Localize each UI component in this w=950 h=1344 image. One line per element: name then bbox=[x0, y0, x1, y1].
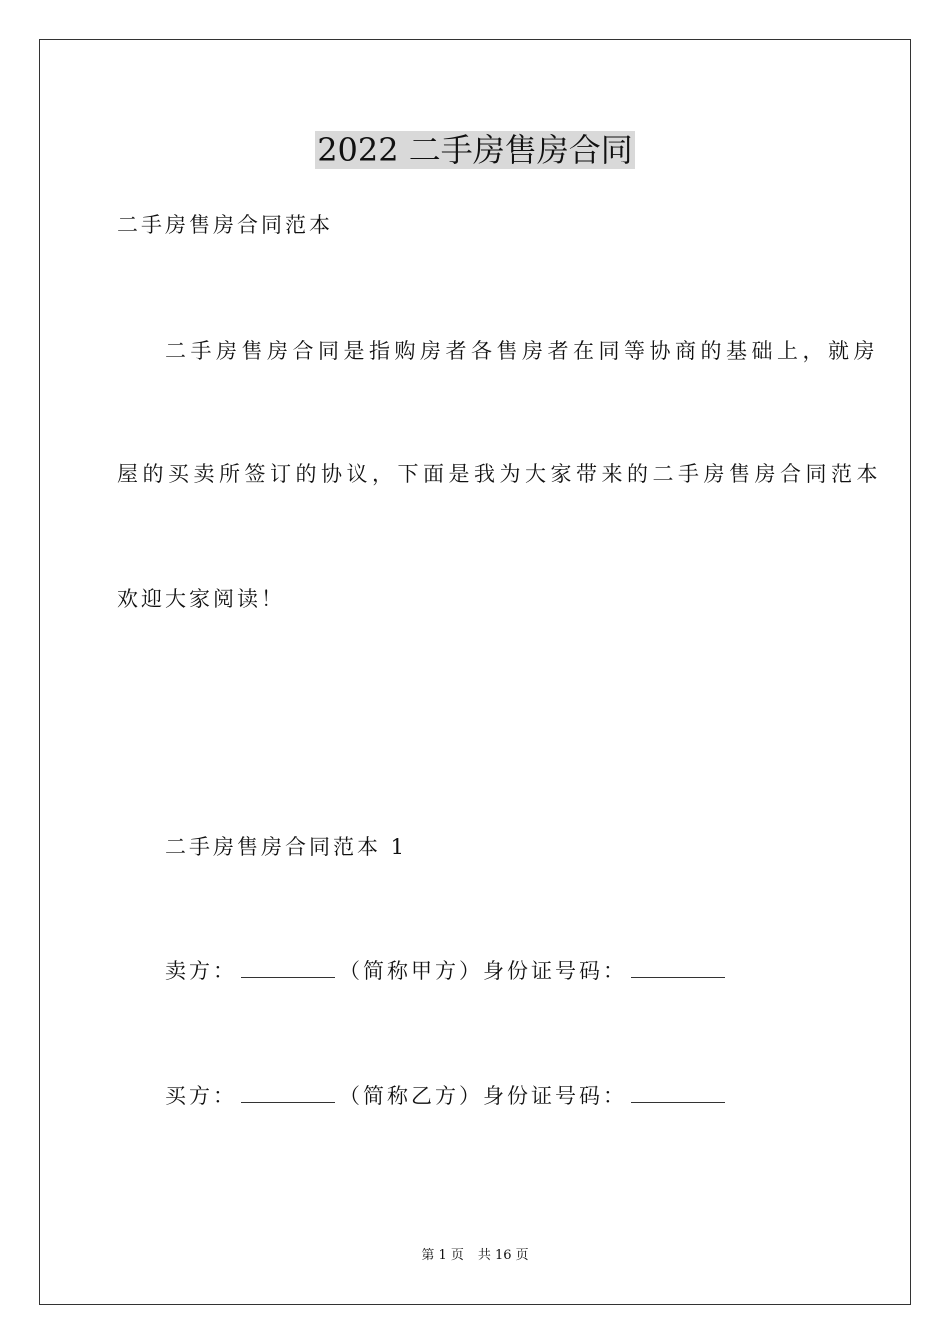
seller-line bbox=[165, 956, 729, 986]
intro-paragraph-line-3: 欢迎大家阅读！ bbox=[117, 587, 285, 611]
seller-name-blank bbox=[241, 957, 335, 978]
page-number: 第 1 页 bbox=[421, 1248, 464, 1263]
document-title-text: 2022 二手房售房合同 bbox=[317, 131, 633, 169]
buyer-name-blank bbox=[241, 1082, 335, 1103]
page-total: 共 16 页 bbox=[477, 1248, 529, 1263]
document-subtitle: 二手房售房合同范本 bbox=[117, 213, 333, 237]
seller-label: 卖方： bbox=[165, 959, 237, 983]
page-footer bbox=[0, 1247, 950, 1265]
document-title bbox=[0, 128, 950, 172]
buyer-line bbox=[165, 1081, 729, 1111]
seller-id-blank bbox=[631, 957, 725, 978]
intro-paragraph-line-1: 二手房售房合同是指购房者各售房者在同等协商的基础上，就房 bbox=[165, 339, 879, 363]
buyer-label: 买方： bbox=[165, 1084, 237, 1108]
section-heading: 二手房售房合同范本 1 bbox=[165, 835, 408, 859]
seller-abbr-label: （简称甲方）身份证号码： bbox=[339, 959, 627, 983]
intro-paragraph-line-2: 屋的买卖所签订的协议，下面是我为大家带来的二手房售房合同范本 bbox=[117, 462, 882, 486]
buyer-abbr-label: （简称乙方）身份证号码： bbox=[339, 1084, 627, 1108]
buyer-id-blank bbox=[631, 1082, 725, 1103]
